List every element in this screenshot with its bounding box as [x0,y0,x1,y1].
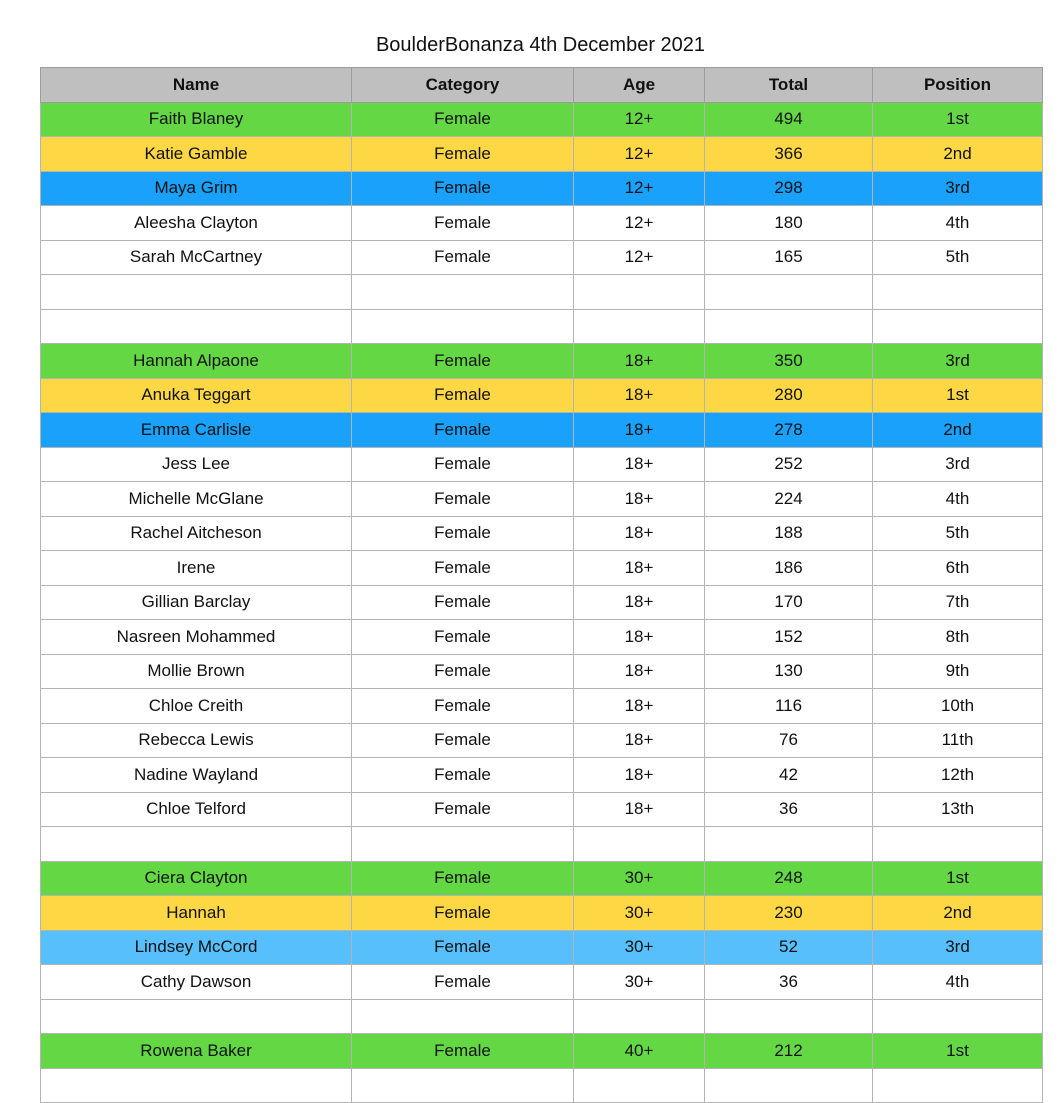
cell-name[interactable]: Hannah Alpaone [41,344,352,379]
table-row [41,620,1043,655]
cell-position[interactable] [873,1068,1043,1103]
cell-age[interactable]: 18+ [574,447,705,482]
cell-age[interactable]: 18+ [574,378,705,413]
cell-age[interactable]: 18+ [574,482,705,517]
cell-category[interactable]: Female [352,447,574,482]
cell-category[interactable] [352,1068,574,1103]
cell-total[interactable] [705,827,873,862]
cell-total[interactable]: 180 [705,206,873,241]
cell-name[interactable]: Faith Blaney [41,102,352,137]
cell-name[interactable]: Maya Grim [41,171,352,206]
cell-position[interactable]: 12th [873,758,1043,793]
cell-category[interactable]: Female [352,137,574,172]
cell-category[interactable]: Female [352,344,574,379]
cell-position[interactable] [873,275,1043,310]
cell-position[interactable]: 3rd [873,447,1043,482]
cell-age[interactable]: 18+ [574,654,705,689]
cell-category[interactable]: Female [352,792,574,827]
cell-position[interactable]: 1st [873,378,1043,413]
table-row [41,137,1043,172]
cell-position[interactable]: 13th [873,792,1043,827]
cell-name[interactable]: Katie Gamble [41,137,352,172]
cell-name[interactable]: Jess Lee [41,447,352,482]
table-row [41,827,1043,862]
cell-category[interactable]: Female [352,620,574,655]
table-row [41,482,1043,517]
table-row [41,965,1043,1000]
cell-total[interactable]: 494 [705,102,873,137]
cell-total[interactable]: 230 [705,896,873,931]
cell-category[interactable] [352,999,574,1034]
cell-total[interactable]: 212 [705,1034,873,1069]
cell-position[interactable] [873,309,1043,344]
cell-name[interactable]: Lindsey McCord [41,930,352,965]
cell-total[interactable]: 152 [705,620,873,655]
cell-name[interactable]: Nasreen Mohammed [41,620,352,655]
cell-name[interactable] [41,999,352,1034]
table-row [41,102,1043,137]
cell-category[interactable]: Female [352,551,574,586]
cell-category[interactable]: Female [352,413,574,448]
cell-category[interactable]: Female [352,171,574,206]
cell-category[interactable]: Female [352,585,574,620]
cell-position[interactable]: 6th [873,551,1043,586]
cell-name[interactable]: Irene [41,551,352,586]
cell-position[interactable]: 10th [873,689,1043,724]
cell-position[interactable]: 1st [873,861,1043,896]
header-name[interactable]: Name [41,68,352,103]
cell-total[interactable]: 76 [705,723,873,758]
table-row [41,206,1043,241]
cell-age[interactable]: 30+ [574,965,705,1000]
cell-total[interactable] [705,1068,873,1103]
cell-category[interactable] [352,827,574,862]
table-row [41,999,1043,1034]
cell-total[interactable]: 350 [705,344,873,379]
cell-total[interactable]: 186 [705,551,873,586]
cell-name[interactable]: Rowena Baker [41,1034,352,1069]
cell-name[interactable]: Anuka Teggart [41,378,352,413]
cell-category[interactable]: Female [352,654,574,689]
cell-age[interactable]: 18+ [574,620,705,655]
cell-category[interactable]: Female [352,723,574,758]
cell-age[interactable]: 12+ [574,206,705,241]
table-row [41,378,1043,413]
cell-name[interactable]: Mollie Brown [41,654,352,689]
cell-age[interactable] [574,275,705,310]
cell-total[interactable]: 36 [705,792,873,827]
cell-total[interactable]: 116 [705,689,873,724]
table-row [41,309,1043,344]
cell-position[interactable] [873,999,1043,1034]
cell-name[interactable] [41,275,352,310]
cell-position[interactable]: 4th [873,206,1043,241]
table-row [41,758,1043,793]
cell-total[interactable]: 165 [705,240,873,275]
cell-category[interactable]: Female [352,206,574,241]
cell-total[interactable]: 366 [705,137,873,172]
cell-age[interactable] [574,309,705,344]
cell-category[interactable]: Female [352,861,574,896]
cell-total[interactable]: 36 [705,965,873,1000]
table-row [41,1034,1043,1069]
cell-position[interactable]: 4th [873,482,1043,517]
table-row [41,585,1043,620]
cell-position[interactable]: 2nd [873,413,1043,448]
cell-total[interactable]: 280 [705,378,873,413]
cell-position[interactable]: 3rd [873,171,1043,206]
cell-age[interactable]: 18+ [574,723,705,758]
cell-name[interactable]: Rebecca Lewis [41,723,352,758]
cell-category[interactable] [352,275,574,310]
cell-position[interactable]: 1st [873,102,1043,137]
table-row [41,275,1043,310]
table-row [41,447,1043,482]
cell-age[interactable]: 18+ [574,758,705,793]
document-title: BoulderBonanza 4th December 2021 [375,34,706,56]
cell-category[interactable]: Female [352,1034,574,1069]
cell-category[interactable]: Female [352,930,574,965]
cell-category[interactable]: Female [352,965,574,1000]
cell-age[interactable] [574,1068,705,1103]
cell-name[interactable]: Michelle McGlane [41,482,352,517]
cell-position[interactable]: 5th [873,516,1043,551]
cell-age[interactable]: 18+ [574,585,705,620]
header-row [41,68,1043,103]
cell-total[interactable]: 248 [705,861,873,896]
cell-total[interactable]: 170 [705,585,873,620]
cell-category[interactable]: Female [352,758,574,793]
cell-name[interactable]: Chloe Telford [41,792,352,827]
cell-position[interactable]: 2nd [873,896,1043,931]
cell-category[interactable]: Female [352,378,574,413]
table-row [41,689,1043,724]
cell-position[interactable] [873,827,1043,862]
cell-age[interactable]: 30+ [574,861,705,896]
table-row [41,413,1043,448]
cell-age[interactable]: 30+ [574,896,705,931]
table-row [41,930,1043,965]
cell-age[interactable]: 18+ [574,689,705,724]
table-row [41,792,1043,827]
cell-age[interactable]: 12+ [574,171,705,206]
cell-category[interactable]: Female [352,482,574,517]
table-row [41,896,1043,931]
cell-position[interactable]: 11th [873,723,1043,758]
results-table [40,67,1043,1103]
cell-name[interactable]: Emma Carlisle [41,413,352,448]
cell-name[interactable]: Aleesha Clayton [41,206,352,241]
header-position[interactable]: Position [873,68,1043,103]
cell-name[interactable]: Hannah [41,896,352,931]
cell-name[interactable]: Ciera Clayton [41,861,352,896]
cell-total[interactable]: 224 [705,482,873,517]
cell-age[interactable] [574,827,705,862]
cell-category[interactable]: Female [352,516,574,551]
cell-category[interactable]: Female [352,689,574,724]
table-row [41,551,1043,586]
table-body [41,102,1043,1103]
cell-position[interactable]: 5th [873,240,1043,275]
cell-age[interactable]: 12+ [574,137,705,172]
cell-position[interactable]: 3rd [873,344,1043,379]
table-row [41,344,1043,379]
cell-age[interactable] [574,999,705,1034]
header-total[interactable]: Total [705,68,873,103]
cell-category[interactable] [352,309,574,344]
cell-name[interactable] [41,309,352,344]
table-row [41,240,1043,275]
cell-category[interactable]: Female [352,102,574,137]
cell-age[interactable]: 18+ [574,516,705,551]
header-category[interactable]: Category [352,68,574,103]
cell-name[interactable] [41,1068,352,1103]
cell-position[interactable]: 2nd [873,137,1043,172]
table-row [41,861,1043,896]
cell-total[interactable] [705,309,873,344]
cell-name[interactable]: Sarah McCartney [41,240,352,275]
cell-total[interactable] [705,999,873,1034]
cell-age[interactable]: 18+ [574,344,705,379]
cell-name[interactable] [41,827,352,862]
cell-total[interactable]: 298 [705,171,873,206]
table-row [41,171,1043,206]
cell-position[interactable]: 9th [873,654,1043,689]
cell-position[interactable]: 7th [873,585,1043,620]
cell-category[interactable]: Female [352,240,574,275]
cell-name[interactable]: Chloe Creith [41,689,352,724]
table-row [41,723,1043,758]
cell-name[interactable]: Nadine Wayland [41,758,352,793]
cell-total[interactable]: 42 [705,758,873,793]
cell-age[interactable]: 18+ [574,413,705,448]
cell-position[interactable]: 1st [873,1034,1043,1069]
cell-age[interactable]: 12+ [574,102,705,137]
cell-name[interactable]: Cathy Dawson [41,965,352,1000]
cell-age[interactable]: 18+ [574,551,705,586]
cell-total[interactable]: 130 [705,654,873,689]
header-age[interactable]: Age [574,68,705,103]
cell-age[interactable]: 40+ [574,1034,705,1069]
table-row [41,516,1043,551]
cell-category[interactable]: Female [352,896,574,931]
cell-total[interactable]: 188 [705,516,873,551]
cell-position[interactable]: 3rd [873,930,1043,965]
cell-total[interactable]: 52 [705,930,873,965]
cell-age[interactable]: 12+ [574,240,705,275]
cell-total[interactable]: 278 [705,413,873,448]
cell-name[interactable]: Gillian Barclay [41,585,352,620]
table-row [41,1068,1043,1103]
cell-age[interactable]: 30+ [574,930,705,965]
cell-position[interactable]: 4th [873,965,1043,1000]
cell-total[interactable]: 252 [705,447,873,482]
cell-age[interactable]: 18+ [574,792,705,827]
table-row [41,654,1043,689]
cell-name[interactable]: Rachel Aitcheson [41,516,352,551]
cell-total[interactable] [705,275,873,310]
cell-position[interactable]: 8th [873,620,1043,655]
